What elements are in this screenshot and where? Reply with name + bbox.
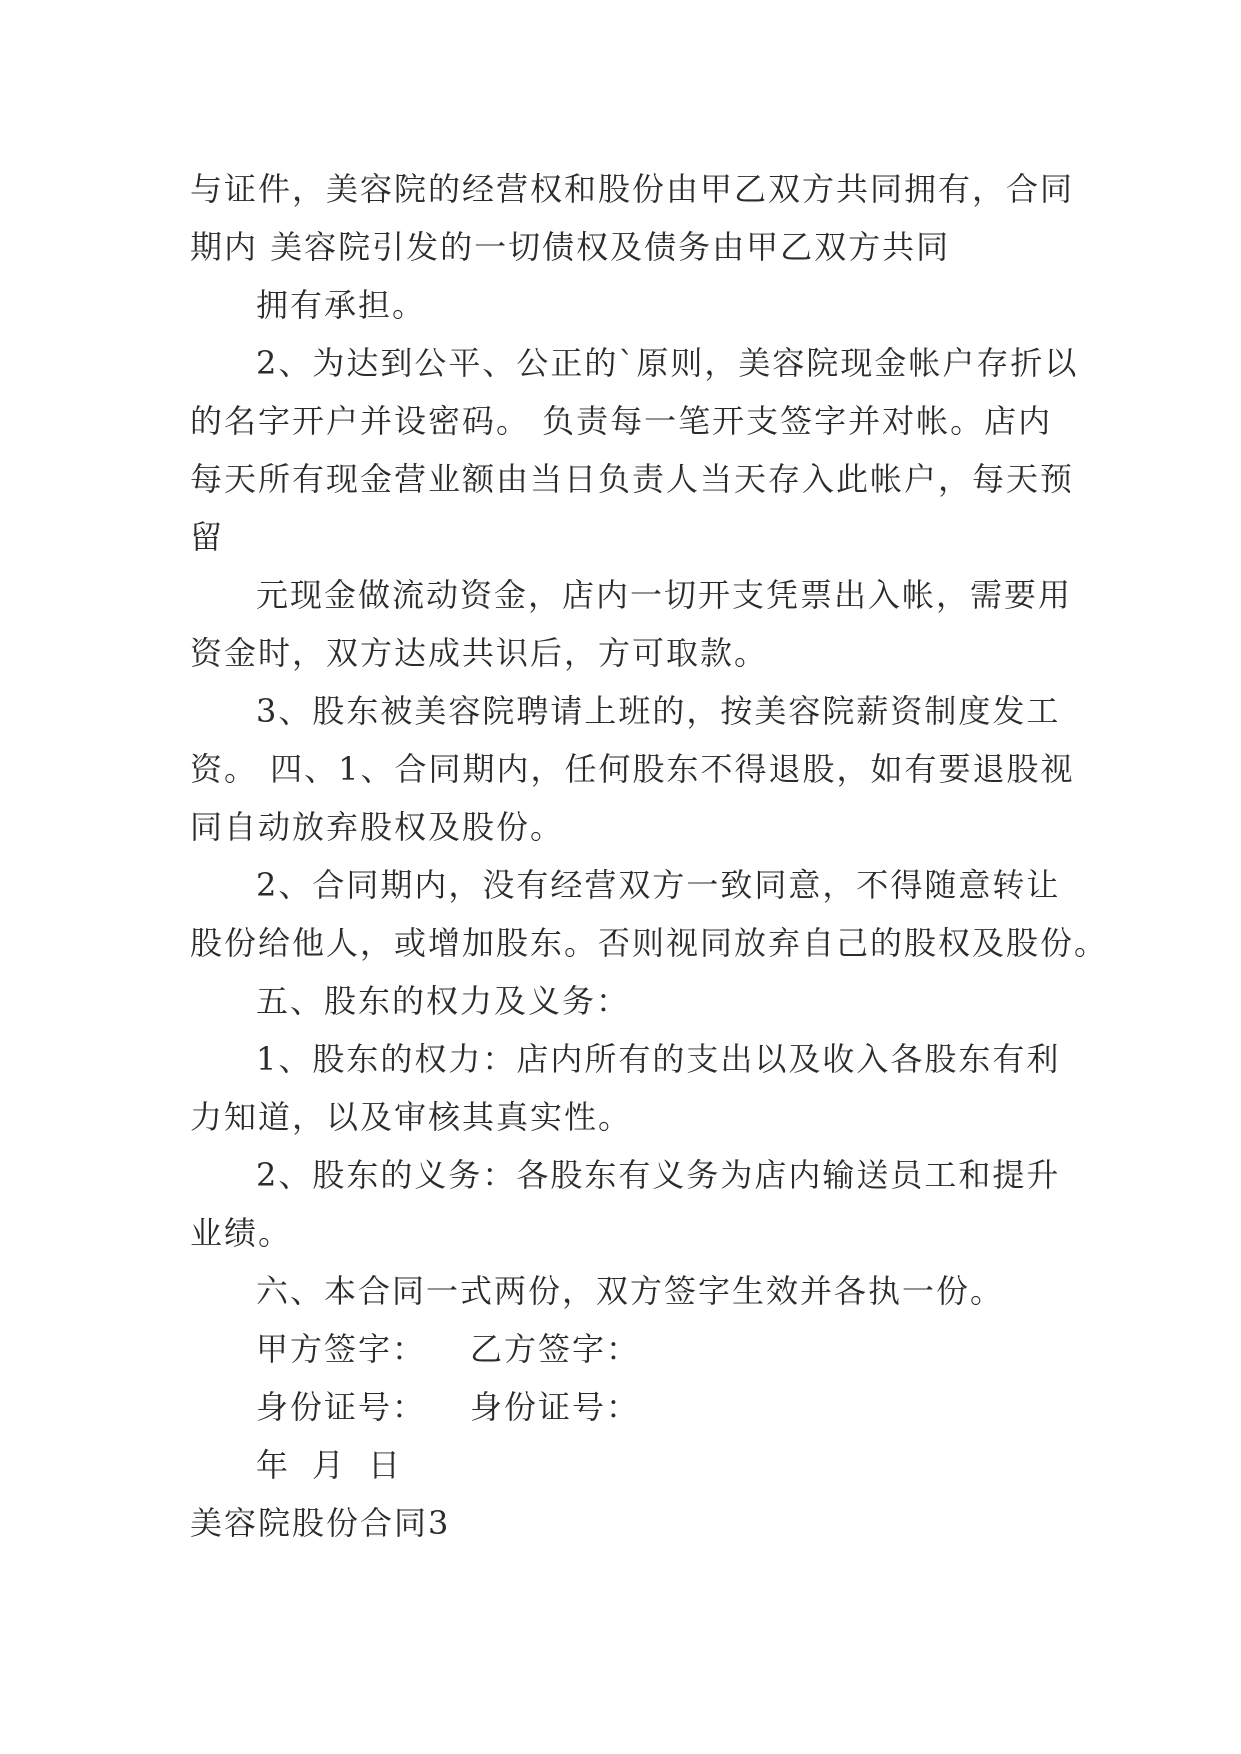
id-number-row bbox=[190, 1378, 1051, 1436]
text-line: 业绩。 bbox=[190, 1214, 293, 1252]
text-line: 2、为达到公平、公正的`原则，美容院现金帐户存折以 bbox=[256, 344, 1079, 382]
text-line: 2、合同期内，没有经营双方一致同意，不得随意转让 bbox=[256, 866, 1061, 904]
text-line: 的名字开户并设密码。 负责每一笔开支签字并对帐。店内 bbox=[190, 402, 1053, 440]
paragraph-1 bbox=[190, 160, 1075, 276]
text-line: 留 bbox=[190, 518, 225, 556]
paragraph-7 bbox=[190, 972, 1051, 1030]
paragraph-9 bbox=[190, 1146, 1061, 1262]
date-row bbox=[190, 1436, 1051, 1494]
text-line: 每天所有现金营业额由当日负责人当天存入此帐户，每天预 bbox=[190, 460, 1075, 498]
date-month-label: 月 bbox=[312, 1446, 347, 1484]
id-number-line bbox=[190, 1378, 1051, 1436]
text-line: 元现金做流动资金，店内一切开支凭票出入帐，需要用 bbox=[256, 576, 1073, 614]
text-line: 同自动放弃股权及股份。 bbox=[190, 808, 565, 846]
text-line: 资金时，双方达成共识后，方可取款。 bbox=[190, 634, 769, 672]
text-line: 1、股东的权力：店内所有的支出以及收入各股东有利 bbox=[256, 1040, 1061, 1078]
text-line: 3、股东被美容院聘请上班的，按美容院薪资制度发工 bbox=[256, 692, 1061, 730]
paragraph-10 bbox=[190, 1262, 1051, 1320]
paragraph-6 bbox=[190, 856, 1109, 972]
paragraph-4 bbox=[190, 566, 1073, 682]
text-line: 股份给他人，或增加股东。否则视同放弃自己的股权及股份。 bbox=[190, 924, 1109, 962]
paragraph-5 bbox=[190, 682, 1075, 856]
party-a-id-label: 身份证号： bbox=[256, 1388, 427, 1426]
paragraph-2 bbox=[190, 276, 1051, 334]
party-b-id-label: 身份证号： bbox=[470, 1388, 641, 1426]
date-line bbox=[190, 1436, 1051, 1494]
signature-row bbox=[190, 1320, 1051, 1378]
paragraph-8 bbox=[190, 1030, 1061, 1146]
section-heading: 五、股东的权力及义务： bbox=[256, 982, 631, 1020]
text-line: 拥有承担。 bbox=[256, 286, 427, 324]
signature-line bbox=[190, 1320, 1051, 1378]
text-line: 2、股东的义务：各股东有义务为店内输送员工和提升 bbox=[256, 1156, 1061, 1194]
date-day-label: 日 bbox=[368, 1446, 403, 1484]
text-line: 资。 四、1、合同期内，任何股东不得退股，如有要退股视 bbox=[190, 750, 1075, 788]
party-b-signature-label: 乙方签字： bbox=[470, 1330, 641, 1368]
text-line: 与证件，美容院的经营权和股份由甲乙双方共同拥有，合同 bbox=[190, 170, 1075, 208]
text-line: 力知道，以及审核其真实性。 bbox=[190, 1098, 633, 1136]
text-line: 期内 美容院引发的一切债权及债务由甲乙双方共同 bbox=[190, 228, 951, 266]
paragraph-3 bbox=[190, 334, 1079, 566]
text-line: 六、本合同一式两份，双方签字生效并各执一份。 bbox=[256, 1272, 1005, 1310]
date-year-label: 年 bbox=[256, 1446, 291, 1484]
next-contract-heading bbox=[190, 1494, 1051, 1552]
party-a-signature-label: 甲方签字： bbox=[256, 1330, 427, 1368]
document-heading: 美容院股份合同3 bbox=[190, 1504, 451, 1542]
